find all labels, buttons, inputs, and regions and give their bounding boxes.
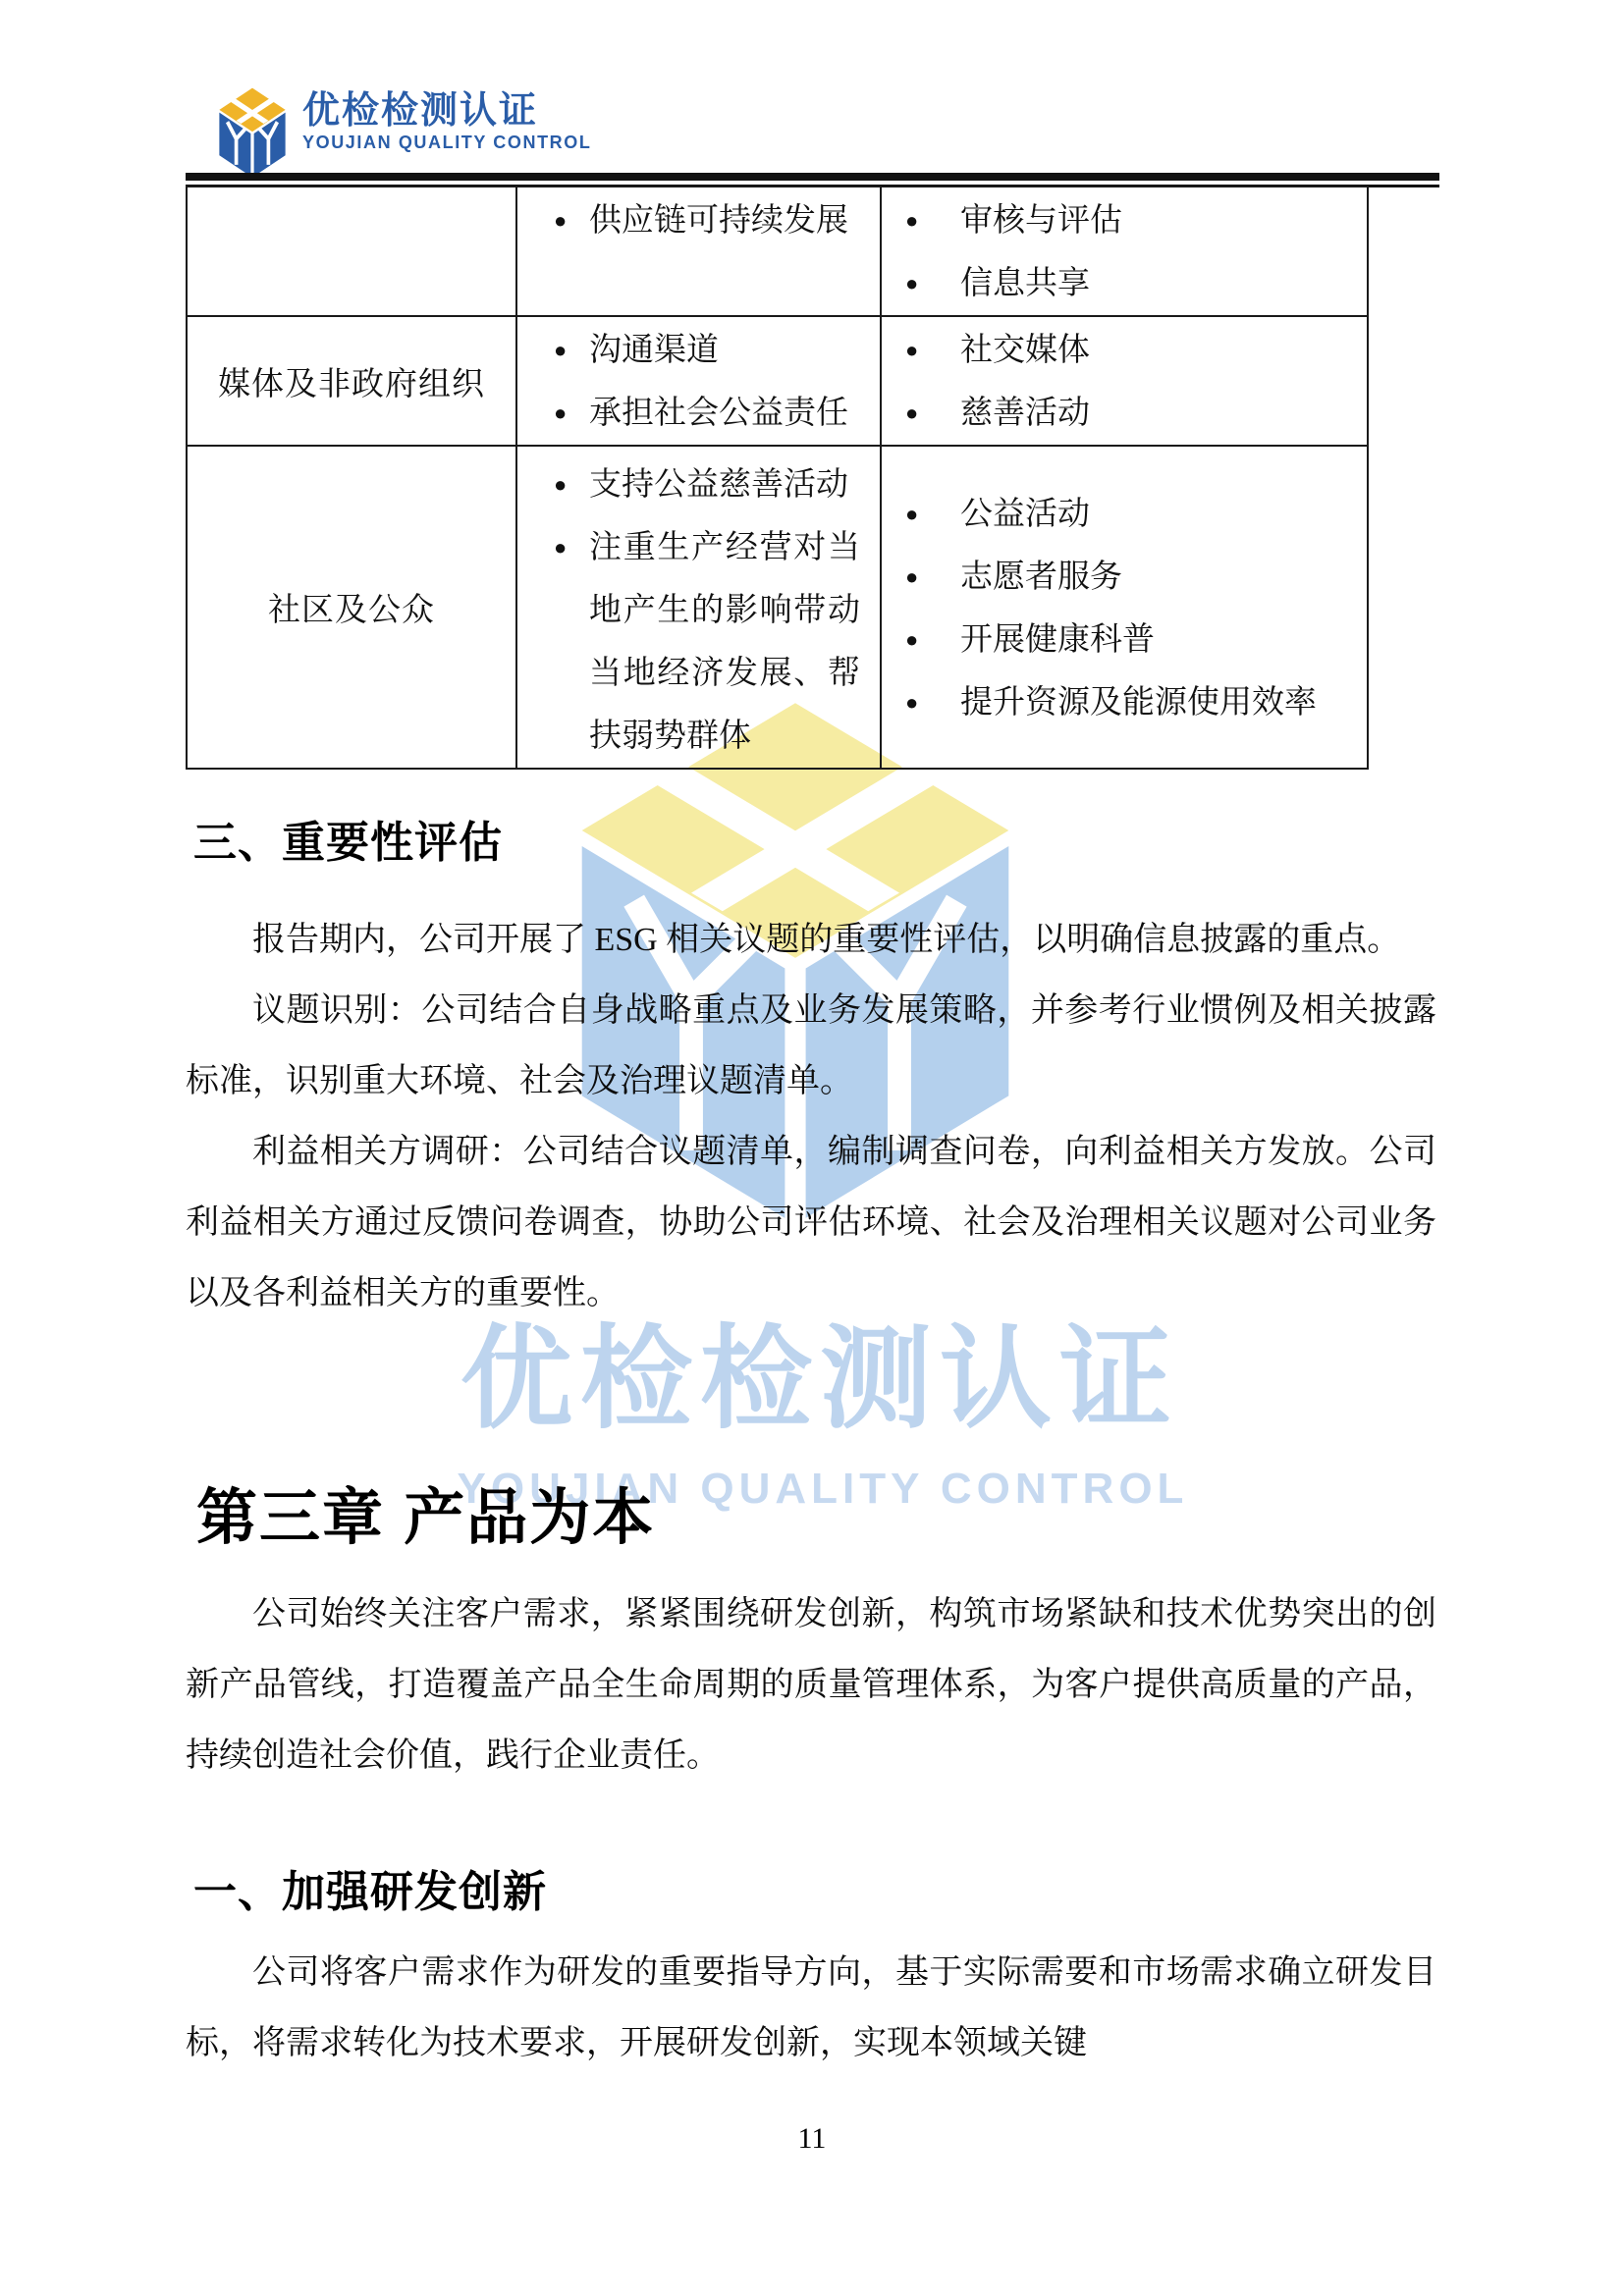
paragraph: 公司将客户需求作为研发的重要指导方向，基于实际需要和市场需求确立研发目标，将需求转化为技术要求，开展研发创新，实现本领域关键: [186, 1954, 1436, 2061]
bullet-icon: ●: [554, 535, 568, 560]
list-item: ● 社交媒体: [882, 319, 1367, 382]
bullet-icon: ●: [905, 338, 919, 362]
list-item: ● 开展健康科普: [882, 609, 1367, 671]
bullet-icon: ●: [905, 271, 919, 295]
paragraph: 公司始终关注客户需求，紧紧围绕研发创新，构筑市场紧缺和技术优势突出的创新产品管线，打造覆盖产品全生命周期的质量管理体系，为客户提供高质量的产品，持续创造社会价值，践行企业责任。: [186, 1596, 1436, 1774]
paragraph: 议题识别：公司结合自身战略重点及业务发展策略，并参考行业惯例及相关披露标准，识别重大环境、社会及治理议题清单。: [186, 992, 1436, 1099]
rd-paragraphs: [186, 1938, 1436, 2079]
company-name-en: YOUJIAN QUALITY CONTROL: [302, 133, 592, 152]
bullet-icon: ●: [905, 501, 919, 526]
paragraph: 利益相关方调研：公司结合议题清单，编制调查问卷，向利益相关方发放。公司利益相关方通过反馈问卷调查，协助公司评估环境、社会及治理相关议题对公司业务以及各利益相关方的重要性。: [186, 1134, 1436, 1311]
stakeholder-cell: 社区及公众: [187, 446, 516, 769]
response-cell: [881, 187, 1368, 316]
engagement-cell: [516, 316, 881, 446]
response-cell: [881, 316, 1368, 446]
stakeholder-cell: 媒体及非政府组织: [187, 316, 516, 446]
materiality-paragraphs: [186, 905, 1436, 1329]
company-logo-text: [302, 90, 715, 153]
list-item: ● 供应链可持续发展: [517, 189, 880, 252]
chapter-intro: [186, 1579, 1436, 1791]
list-item: ● 注重生产经营对当地产生的影响带动当地经济发展、帮扶弱势群体: [517, 516, 880, 768]
list-item: ● 承担社会公益责任: [517, 382, 880, 445]
list-item: ● 志愿者服务: [882, 546, 1367, 609]
chapter-heading: 第三章 产品为本: [196, 1484, 656, 1552]
list-item: ● 提升资源及能源使用效率: [882, 671, 1367, 734]
page-number: 11: [797, 2122, 827, 2155]
bullet-icon: ●: [905, 689, 919, 715]
table-row: [187, 187, 1368, 316]
list-item: ● 信息共享: [882, 252, 1367, 315]
section-heading-rd-innovation: 一、加强研发创新: [193, 1868, 547, 1916]
list-item: ● 支持公益慈善活动: [517, 454, 880, 516]
bullet-icon: ●: [554, 472, 568, 497]
bullet-icon: ●: [905, 563, 919, 589]
list-item: ● 公益活动: [882, 483, 1367, 546]
bullet-icon: ●: [905, 626, 919, 652]
stakeholder-table: [186, 186, 1369, 770]
stakeholder-cell: [187, 187, 516, 316]
bullet-icon: ●: [554, 400, 568, 425]
engagement-cell: [516, 187, 881, 316]
list-item: ● 审核与评估: [882, 189, 1367, 252]
table-row: [187, 316, 1368, 446]
list-item: ● 慈善活动: [882, 382, 1367, 445]
watermark-subtitle: YOUJIAN QUALITY CONTROL: [457, 1465, 1189, 1513]
company-name: 优检检测认证: [302, 90, 539, 132]
list-item: ● 沟通渠道: [517, 319, 880, 382]
paragraph: 报告期内，公司开展了 ESG 相关议题的重要性评估，以明确信息披露的重点。: [252, 922, 1401, 958]
bullet-icon: ●: [554, 338, 568, 362]
bullet-icon: ●: [905, 400, 919, 425]
watermark-title: 优检检测认证: [460, 1317, 1179, 1442]
company-logo-cube-icon: [212, 84, 293, 183]
bullet-icon: ●: [554, 208, 568, 233]
engagement-cell: [516, 446, 881, 769]
response-cell: [881, 446, 1368, 769]
section-heading-materiality: 三、重要性评估: [193, 819, 503, 867]
table-row: [187, 446, 1368, 769]
bullet-icon: ●: [905, 208, 919, 233]
